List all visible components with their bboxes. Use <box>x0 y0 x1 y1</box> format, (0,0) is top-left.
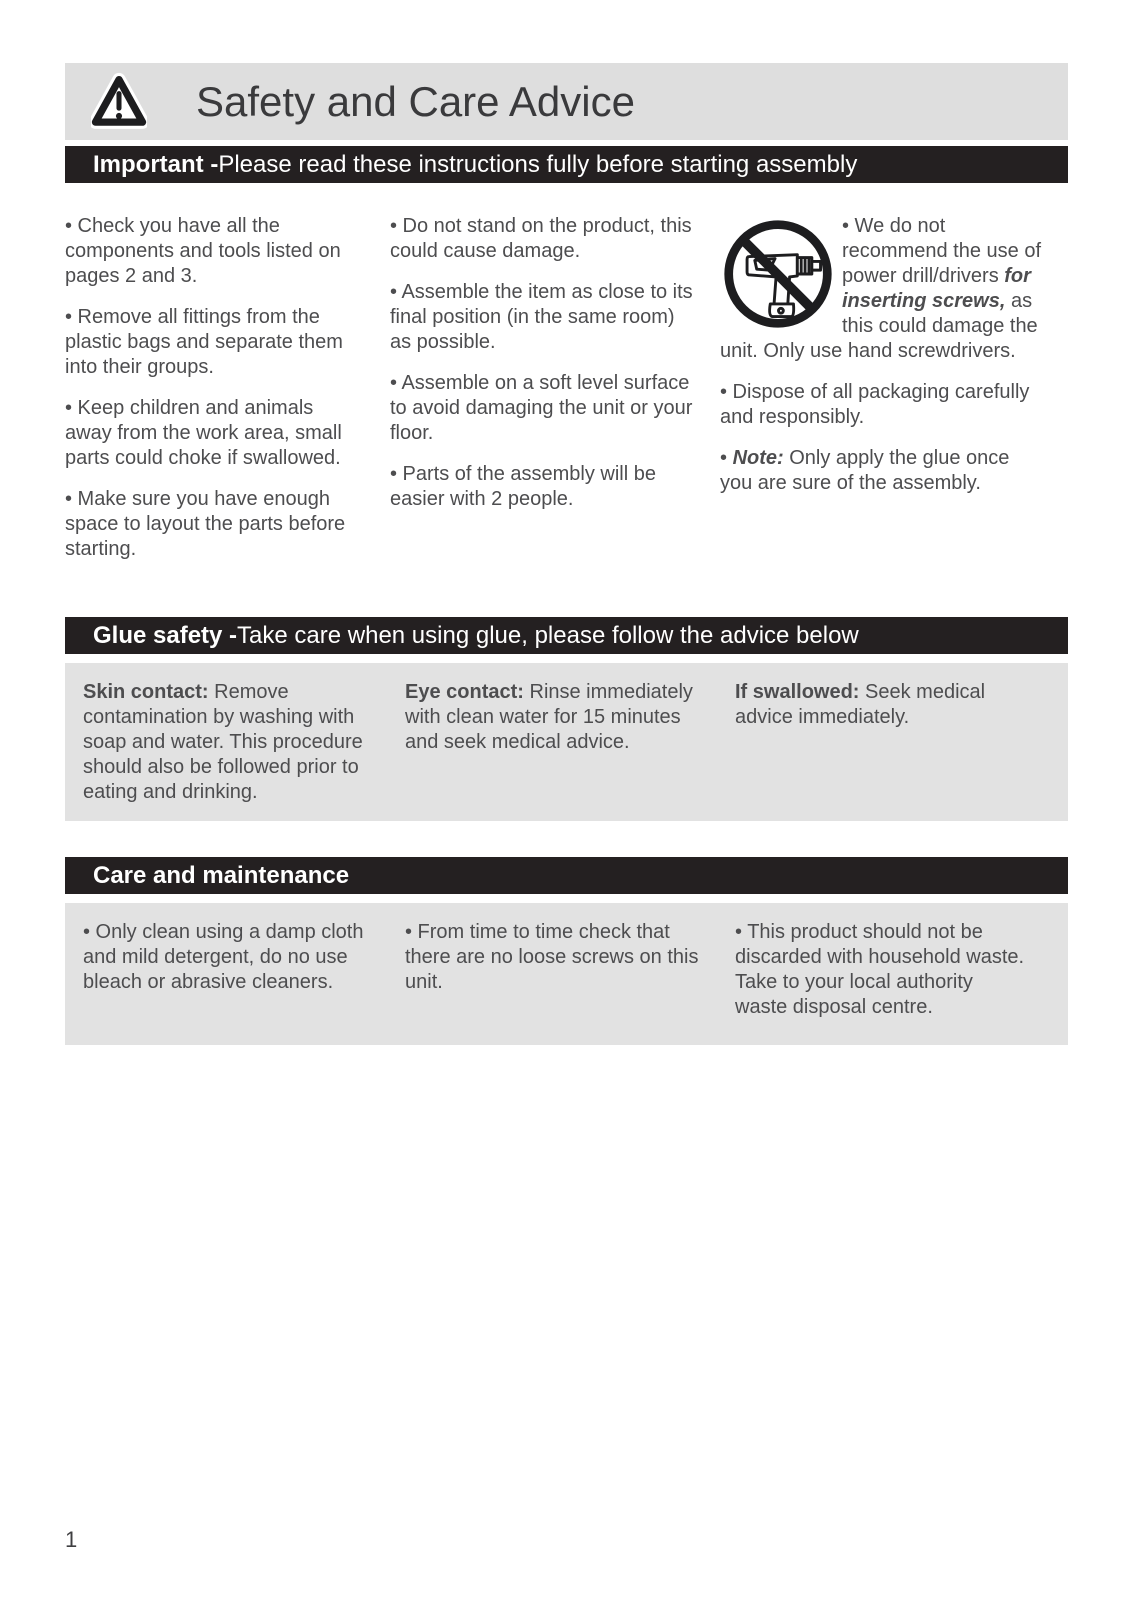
bullet-item: • Check you have all the components and tools listed on pages 2 and 3. <box>65 215 341 287</box>
glue-safety-box <box>65 663 1068 821</box>
page-content <box>65 0 1068 1045</box>
note-bullet: • <box>720 447 733 469</box>
care-item-disposal: • This product should not be discarded with household waste. Take to your local authority waste disposal centre. <box>735 921 1025 1018</box>
glue-swallowed-label: If swallowed: <box>735 681 860 703</box>
glue-eye-label: Eye contact: <box>405 681 524 703</box>
bullet-item: • Dispose of all packaging carefully and responsibly. <box>720 381 1030 428</box>
glue-skin-label: Skin contact: <box>83 681 209 703</box>
glue-bar-text: Take care when using glue, please follow the advice below <box>237 621 859 649</box>
glue-bar-bold: Glue safety - <box>93 621 238 649</box>
note-paragraph <box>720 446 1043 496</box>
bullet-item: • Make sure you have enough space to layout the parts before starting. <box>65 488 346 560</box>
bullet-item: • Assemble the item as close to its final position (in the same room) as possible. <box>390 281 693 353</box>
glue-safety-section-bar <box>65 617 1068 654</box>
care-item-screws: • From time to time check that there are no loose screws on this unit. <box>405 921 699 993</box>
no-power-drill-icon <box>720 216 836 332</box>
glue-skin-contact <box>83 680 405 805</box>
bullet-item: • Assemble on a soft level surface to avoid damaging the unit or your floor. <box>390 372 693 444</box>
bullet-item: • Keep children and animals away from the work area, small parts could choke if swallowed. <box>65 397 342 469</box>
important-column-3 <box>720 214 1068 578</box>
care-box <box>65 903 1068 1045</box>
drill-note-text-end: as this could damage the unit. Only use hand screwdrivers. <box>720 290 1038 362</box>
important-column-1 <box>65 214 390 578</box>
glue-eye-text: Rinse immediately with clean water for 15 minutes and seek medical advice. <box>405 681 693 753</box>
glue-skin-text: Remove contamination by washing with soap and water. This procedure should also be followed prior to eating and drinking. <box>83 681 363 803</box>
important-column-2 <box>390 214 720 578</box>
warning-triangle-icon <box>91 71 147 133</box>
important-columns <box>65 214 1068 578</box>
page-title: Safety and Care Advice <box>196 77 635 125</box>
glue-swallowed <box>735 680 1050 805</box>
note-label: Note: <box>732 447 784 469</box>
care-item-cleaning: • Only clean using a damp cloth and mild detergent, do no use bleach or abrasive cleaners. <box>83 921 364 993</box>
note-text: Only apply the glue once you are sure of the assembly. <box>720 447 1010 494</box>
important-bar-bold: Important - <box>93 150 219 178</box>
drill-note-bold: for inserting screws, <box>842 265 1031 312</box>
no-drill-paragraph <box>720 214 1043 364</box>
care-bar-label: Care and maintenance <box>93 861 350 889</box>
bullet-item: • Remove all fittings from the plastic bags and separate them into their groups. <box>65 306 343 378</box>
header-band <box>65 63 1068 140</box>
important-section-bar <box>65 146 1068 183</box>
drill-note-text: • We do not recommend the use of power drill/drivers <box>842 215 1041 287</box>
care-section-bar <box>65 857 1068 894</box>
important-bar-text: Please read these instructions fully before starting assembly <box>218 150 858 178</box>
glue-eye-contact <box>405 680 735 805</box>
page-number: 1 <box>65 1527 78 1552</box>
bullet-item: • Parts of the assembly will be easier with 2 people. <box>390 463 656 510</box>
glue-swallowed-text: Seek medical advice immediately. <box>735 681 986 728</box>
bullet-item: • Do not stand on the product, this could cause damage. <box>390 215 692 262</box>
